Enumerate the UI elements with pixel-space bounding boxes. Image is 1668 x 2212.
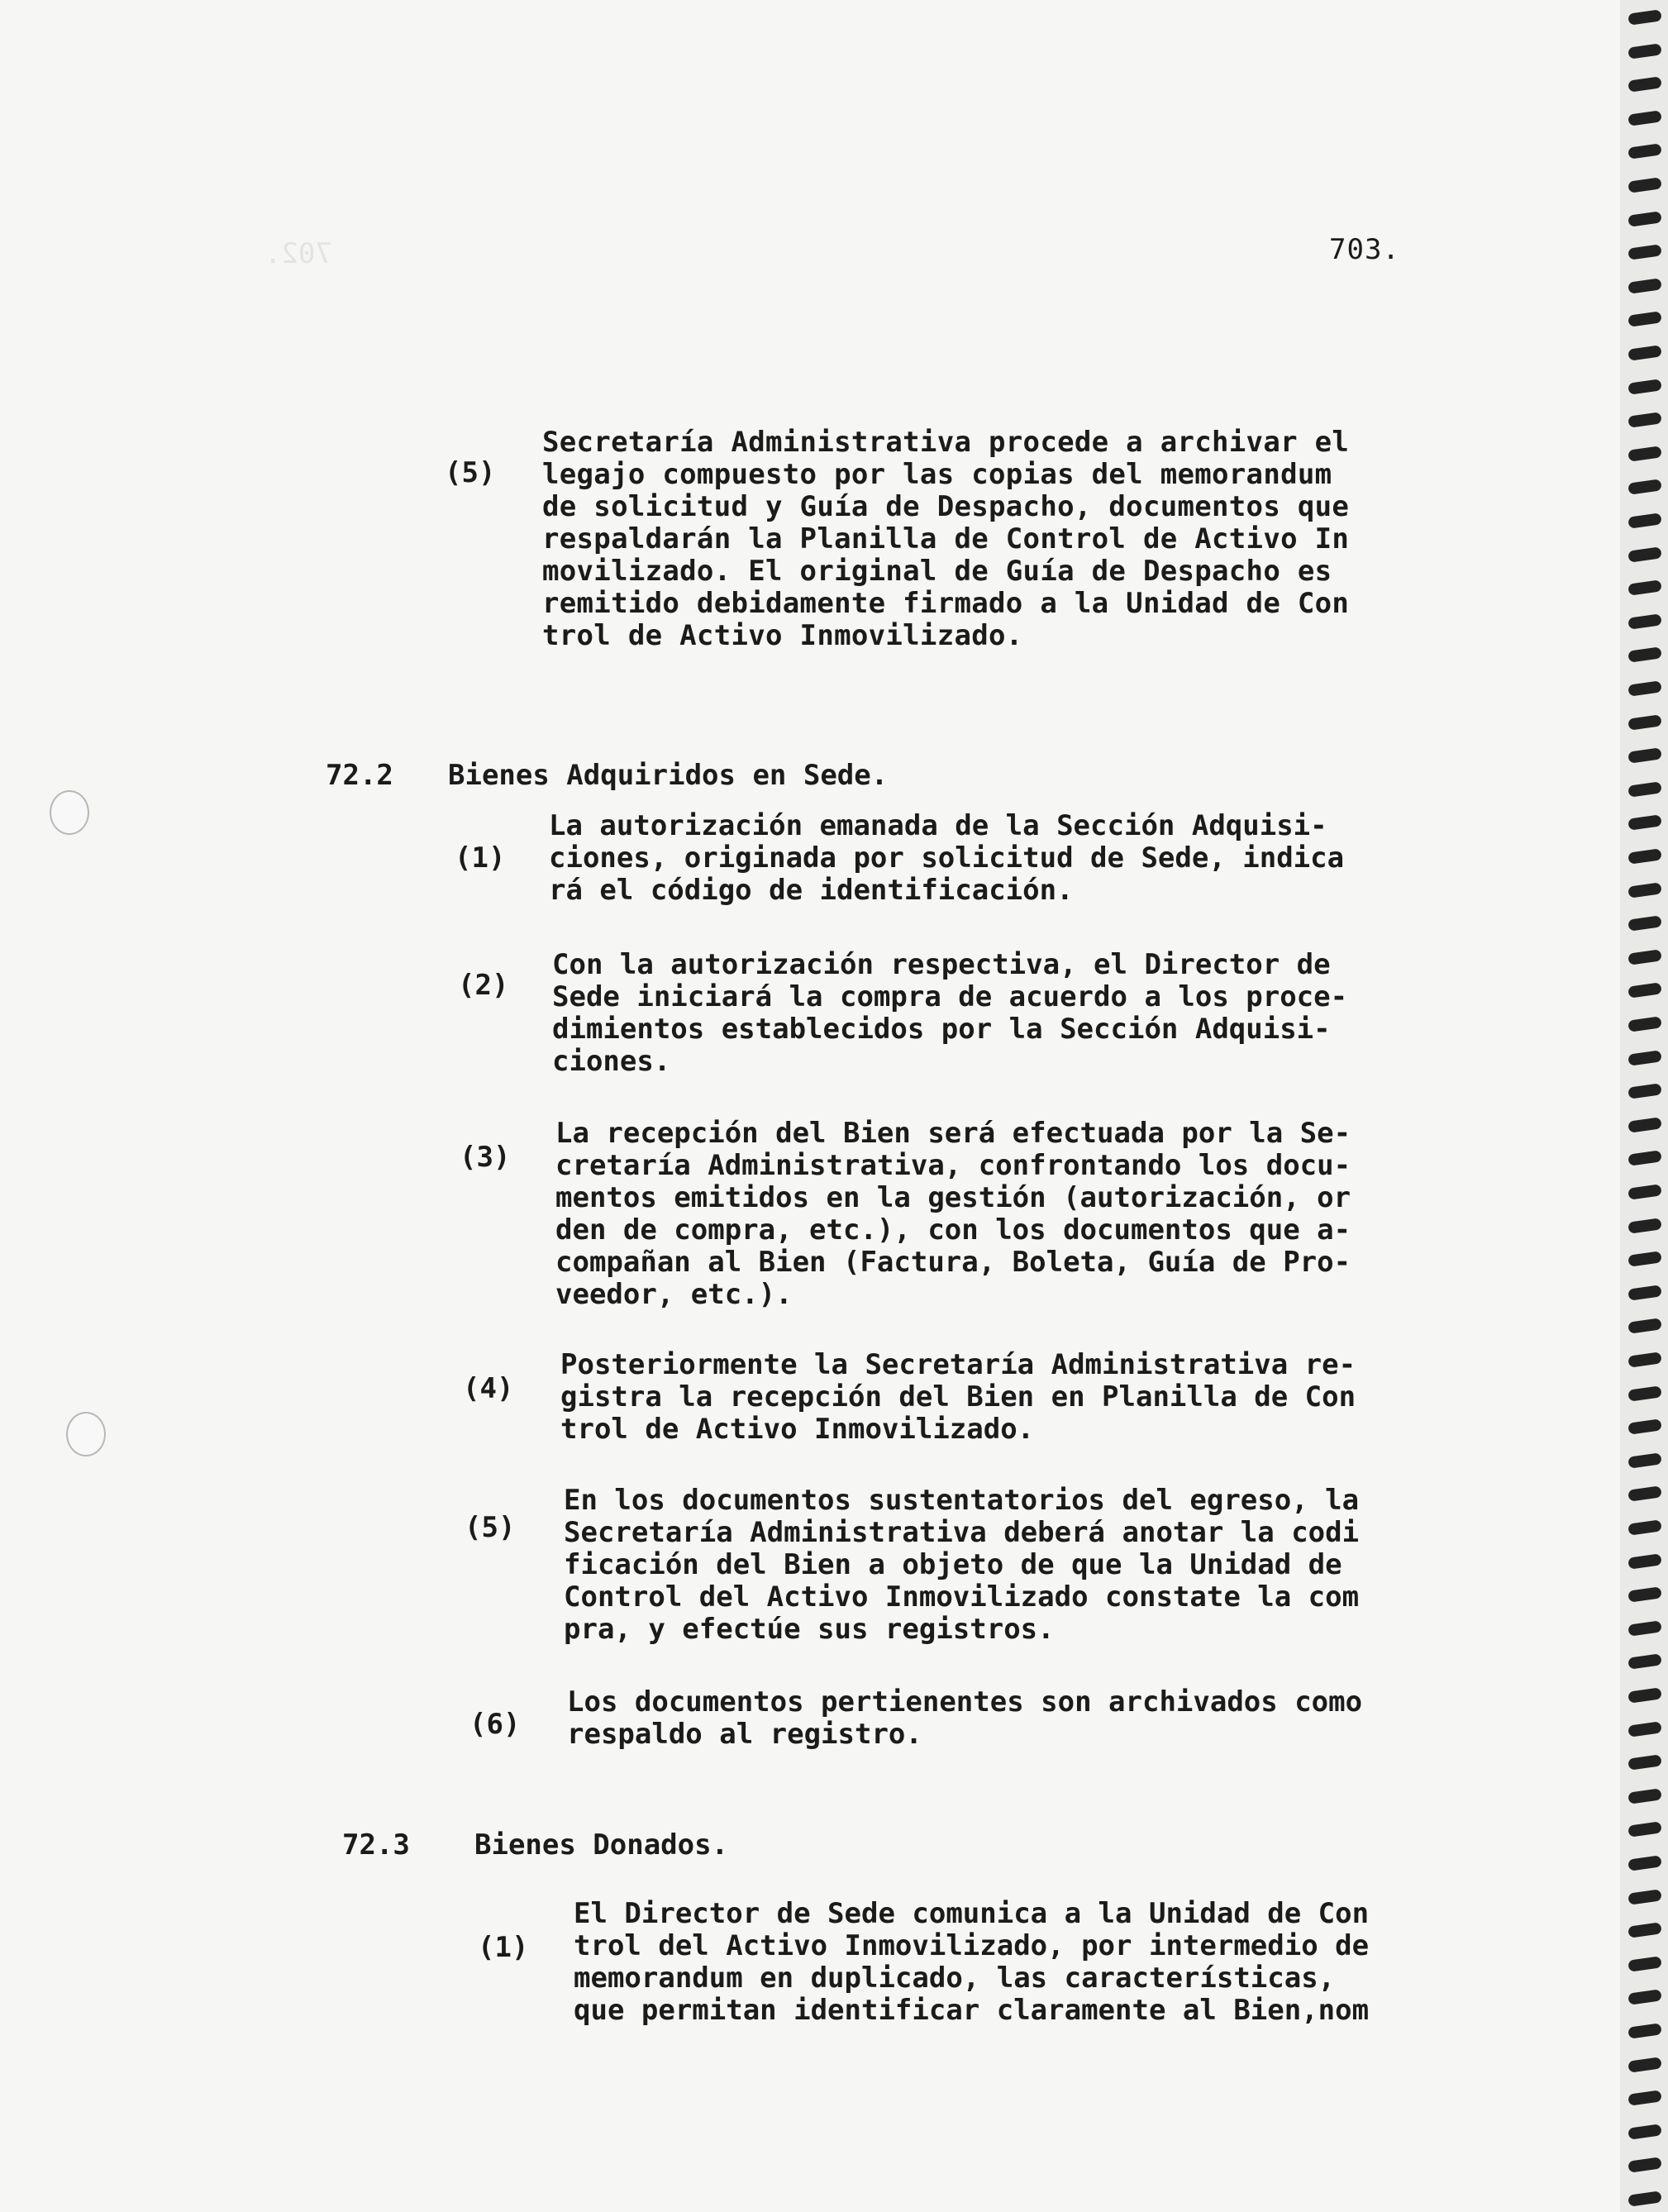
binding-coil bbox=[1627, 1956, 1662, 1971]
binding-coil bbox=[1627, 278, 1662, 293]
binding-coil bbox=[1627, 1083, 1662, 1099]
binding-coil bbox=[1627, 1285, 1662, 1300]
binding-coil bbox=[1627, 546, 1662, 562]
binding-coil bbox=[1627, 1486, 1662, 1502]
section-title: Bienes Donados. bbox=[474, 1828, 729, 1862]
binding-coil bbox=[1627, 579, 1662, 595]
section-number: 72.3 bbox=[342, 1828, 410, 1862]
binding-coil bbox=[1627, 312, 1662, 327]
binding-coil bbox=[1627, 781, 1662, 797]
bleed-through-text: 702. bbox=[264, 237, 332, 270]
binding-coil bbox=[1627, 1553, 1662, 1569]
punch-hole bbox=[66, 1412, 106, 1456]
binding-coil bbox=[1627, 2023, 1662, 2038]
binding-coil bbox=[1627, 1855, 1662, 1871]
paragraph: Posteriormente la Secretaría Administrativa re- gistra la recepción del Bien en Planilla de Con trol de Activo Inmovilizado. bbox=[560, 1348, 1356, 1446]
binding-coil bbox=[1627, 1620, 1662, 1636]
binding-coil bbox=[1627, 144, 1662, 160]
binding-coil bbox=[1627, 1687, 1662, 1703]
punch-hole bbox=[50, 790, 89, 835]
binding-coil bbox=[1627, 1654, 1662, 1670]
item-number: (4) bbox=[463, 1372, 514, 1405]
binding-coil bbox=[1627, 747, 1662, 763]
binding-coil bbox=[1627, 983, 1662, 999]
binding-coil bbox=[1627, 647, 1662, 663]
section-heading bbox=[342, 1828, 728, 1862]
spiral-binding bbox=[1620, 0, 1668, 2212]
binding-coil bbox=[1627, 244, 1662, 260]
binding-coil bbox=[1627, 714, 1662, 730]
binding-coil bbox=[1627, 1452, 1662, 1468]
binding-coil bbox=[1627, 2157, 1662, 2173]
item-number: (2) bbox=[458, 969, 509, 1002]
binding-coil bbox=[1627, 177, 1662, 193]
binding-coil bbox=[1627, 1822, 1662, 1838]
binding-coil bbox=[1627, 1151, 1662, 1166]
binding-coil bbox=[1627, 1519, 1662, 1535]
section-number: 72.2 bbox=[326, 759, 393, 792]
paragraph: Los documentos pertienentes son archivados como respaldo al registro. bbox=[567, 1685, 1363, 1751]
item-number: (1) bbox=[455, 841, 506, 875]
binding-coil bbox=[1627, 848, 1662, 864]
item-number: (5) bbox=[465, 1511, 516, 1544]
section-heading bbox=[326, 759, 888, 792]
binding-coil bbox=[1627, 1586, 1662, 1602]
binding-coil bbox=[1627, 1352, 1662, 1367]
binding-coil bbox=[1627, 1385, 1662, 1401]
paragraph: Con la autorización respectiva, el Director de Sede iniciará la compra de acuerdo a los proce- dimientos establecidos por la Sección Adquisi- ciones. bbox=[552, 948, 1348, 1078]
item-number: (3) bbox=[460, 1141, 511, 1174]
binding-coil bbox=[1627, 1318, 1662, 1334]
binding-coil bbox=[1627, 379, 1662, 394]
binding-coil bbox=[1627, 9, 1662, 25]
binding-coil bbox=[1627, 1016, 1662, 1032]
binding-coil bbox=[1627, 110, 1662, 126]
binding-coil bbox=[1627, 446, 1662, 461]
binding-coil bbox=[1627, 1251, 1662, 1266]
binding-coil bbox=[1627, 1184, 1662, 1199]
binding-coil bbox=[1627, 345, 1662, 360]
binding-coil bbox=[1627, 613, 1662, 629]
page-number: 703. bbox=[1329, 233, 1400, 266]
binding-coil bbox=[1627, 815, 1662, 831]
binding-coil bbox=[1627, 1754, 1662, 1770]
item-number: (5) bbox=[445, 456, 496, 489]
section-title: Bienes Adquiridos en Sede. bbox=[448, 759, 889, 792]
binding-coil bbox=[1627, 915, 1662, 931]
binding-coil bbox=[1627, 1990, 1662, 2005]
binding-coil bbox=[1627, 1788, 1662, 1804]
binding-coil bbox=[1627, 2090, 1662, 2105]
binding-coil bbox=[1627, 1418, 1662, 1434]
paragraph: En los documentos sustentatorios del egreso, la Secretaría Administrativa deberá anotar la codi ficación del Bien a objeto de que la Unidad de Control del Activo Inmovilizado constate la com pra, y efectúe sus registros. bbox=[564, 1484, 1360, 1646]
binding-coil bbox=[1627, 43, 1662, 59]
binding-coil bbox=[1627, 2191, 1662, 2206]
binding-coil bbox=[1627, 412, 1662, 427]
binding-coil bbox=[1627, 1889, 1662, 1905]
binding-coil bbox=[1627, 479, 1662, 495]
item-number: (6) bbox=[469, 1708, 521, 1741]
binding-coil bbox=[1627, 2124, 1662, 2139]
paragraph: Secretaría Administrativa procede a archivar el legajo compuesto por las copias del memorandum de solicitud y Guía de Despacho, documentos que respaldarán la Planilla de Control de Activo In movilizado. El original de Guía de Despacho es remitido debidamente firmado a la Unidad de Con trol de Activo Inmovilizado. bbox=[542, 426, 1350, 652]
binding-coil bbox=[1627, 2057, 1662, 2072]
binding-coil bbox=[1627, 211, 1662, 226]
binding-coil bbox=[1627, 512, 1662, 528]
item-number: (1) bbox=[478, 1931, 529, 1964]
binding-coil bbox=[1627, 1922, 1662, 1938]
binding-coil bbox=[1627, 1218, 1662, 1233]
paragraph: La recepción del Bien será efectuada por la Se- cretaría Administrativa, confrontando los docu- mentos emitidos en la gestión (autorización, or den de compra, etc.), con los documentos que a- compañan al Bien (Factura, Boleta, Guía de Pro- veedor, etc.). bbox=[555, 1117, 1351, 1311]
paragraph: El Director de Sede comunica a la Unidad de Con trol del Activo Inmovilizado, por intermedio de memorandum en duplicado, las características, que permitan identificar claramente al Bien,nom bbox=[574, 1897, 1370, 2027]
binding-coil bbox=[1627, 76, 1662, 92]
binding-coil bbox=[1627, 680, 1662, 696]
paragraph: La autorización emanada de la Sección Adquisi- ciones, originada por solicitud de Sede, indica rá el código de identificación. bbox=[549, 809, 1345, 907]
binding-coil bbox=[1627, 1117, 1662, 1132]
binding-coil bbox=[1627, 949, 1662, 965]
binding-coil bbox=[1627, 882, 1662, 898]
binding-coil bbox=[1627, 1050, 1662, 1065]
binding-coil bbox=[1627, 1721, 1662, 1737]
